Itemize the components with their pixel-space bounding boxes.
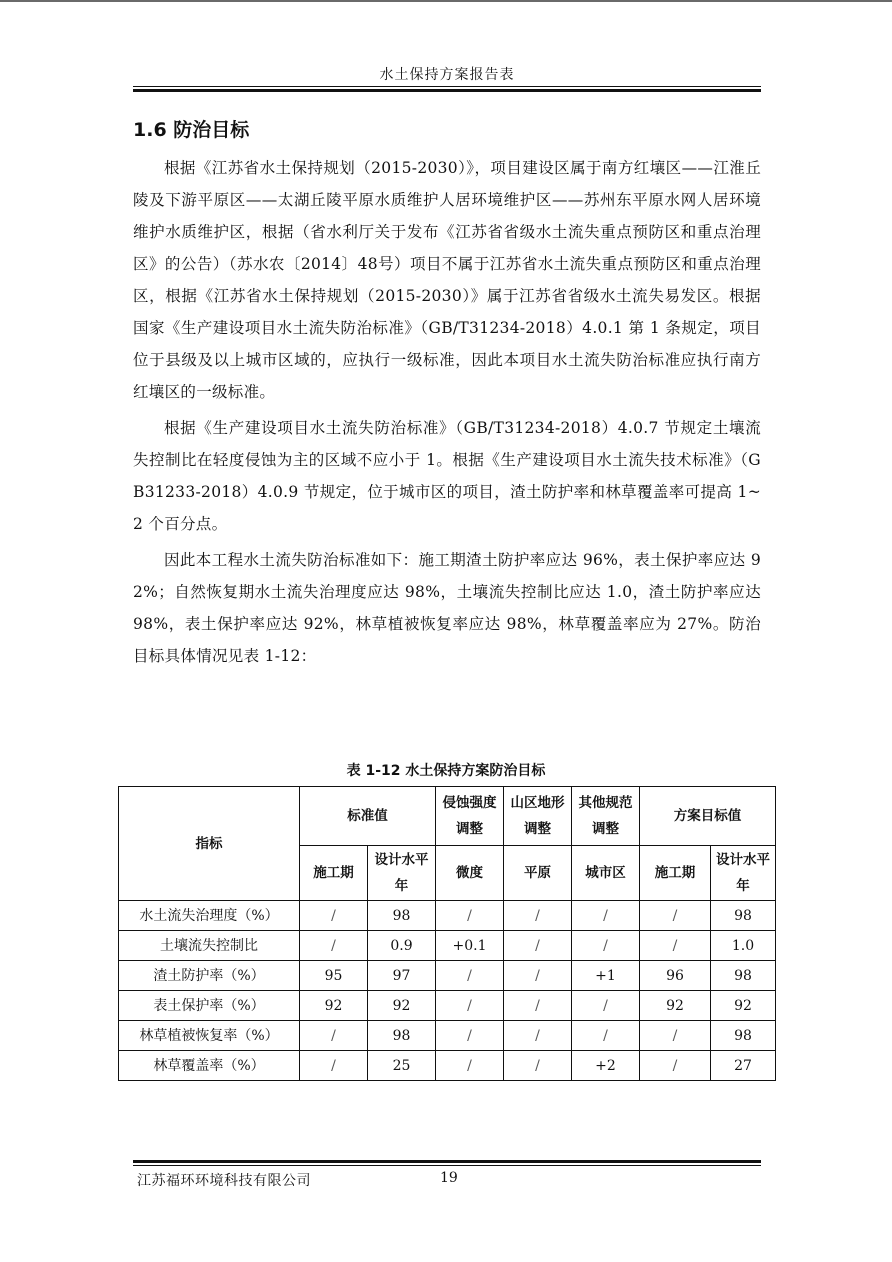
header-terrain-adjust: 山区地形调整 xyxy=(504,787,572,846)
row-label: 林草覆盖率（%） xyxy=(119,1051,300,1081)
header-mild: 微度 xyxy=(436,846,504,901)
cell: / xyxy=(504,1021,572,1051)
cell: 98 xyxy=(711,1021,776,1051)
table-row xyxy=(119,991,776,1021)
cell: / xyxy=(436,1021,504,1051)
cell: 98 xyxy=(368,1021,436,1051)
cell: 96 xyxy=(640,961,711,991)
cell: / xyxy=(436,991,504,1021)
row-label: 渣土防护率（%） xyxy=(119,961,300,991)
cell: 98 xyxy=(368,901,436,931)
cell: +0.1 xyxy=(436,931,504,961)
footer-rule-thick xyxy=(133,1160,761,1163)
page-top-edge xyxy=(0,0,892,2)
cell: / xyxy=(504,901,572,931)
cell: 92 xyxy=(368,991,436,1021)
section-title: 1.6 防治目标 xyxy=(133,119,250,141)
row-label: 土壤流失控制比 xyxy=(119,931,300,961)
cell: 92 xyxy=(711,991,776,1021)
table-row xyxy=(119,901,776,931)
paragraph-2: 根据《生产建设项目水土流失防治标准》（GB/T31234-2018）4.0.7 节规定土壤流失控制比在轻度侵蚀为主的区域不应小于 1。根据《生产建设项目水土流失技术标准》（GB31233-2018）4.0.9 节规定，位于城市区的项目，渣土防护率和林草覆盖率可提高 1~2 个百分点。 xyxy=(133,419,761,533)
cell: 95 xyxy=(300,961,368,991)
header-rule-thin xyxy=(133,86,761,87)
prevention-goals-table xyxy=(118,786,776,1081)
cell: / xyxy=(436,961,504,991)
section-content xyxy=(133,116,761,672)
cell: / xyxy=(640,1021,711,1051)
cell: / xyxy=(504,1051,572,1081)
header-construction-target: 施工期 xyxy=(640,846,711,901)
header-design-year-target: 设计水平年 xyxy=(711,846,776,901)
cell: / xyxy=(640,931,711,961)
row-label: 林草植被恢复率（%） xyxy=(119,1021,300,1051)
cell: / xyxy=(640,1051,711,1081)
cell: 25 xyxy=(368,1051,436,1081)
cell: 98 xyxy=(711,961,776,991)
cell: / xyxy=(436,1051,504,1081)
footer-rule-thin xyxy=(133,1165,761,1166)
document-header-title: 水土保持方案报告表 xyxy=(379,67,515,83)
cell: +2 xyxy=(572,1051,640,1081)
paragraph-1: 根据《江苏省水土保持规划（2015-2030）》，项目建设区属于南方红壤区——江淮丘陵及下游平原区——太湖丘陵平原水质维护人居环境维护区——苏州东平原水网人居环境维护水质维护区，根据（省水利厅关于发布《江苏省省级水土流失重点预防区和重点治理区》的公告）（苏水农〔2014〕48号）项目不属于江苏省水土流失重点预防区和重点治理区，根据《江苏省水土保持规划（2015-2030）》属于江苏省省级水土流失易发区。根据国家《生产建设项目水土流失防治标准》（GB/T31234-2018）4.0.1 第 1 条规定，项目位于县级及以上城市区域的，应执行一级标准，因此本项目水土流失防治标准应执行南方红壤区的一级标准。 xyxy=(133,159,761,401)
cell: / xyxy=(300,1021,368,1051)
header-construction: 施工期 xyxy=(300,846,368,901)
table-row xyxy=(119,1021,776,1051)
header-design-year: 设计水平年 xyxy=(368,846,436,901)
cell: 0.9 xyxy=(368,931,436,961)
table-header-row-1 xyxy=(119,787,776,846)
cell: 98 xyxy=(711,901,776,931)
header-urban: 城市区 xyxy=(572,846,640,901)
header-rule-thick xyxy=(133,89,761,92)
cell: 97 xyxy=(368,961,436,991)
header-indicator: 指标 xyxy=(119,787,300,901)
cell: 92 xyxy=(300,991,368,1021)
row-label: 表土保护率（%） xyxy=(119,991,300,1021)
table-row xyxy=(119,1051,776,1081)
cell: / xyxy=(572,931,640,961)
table-row xyxy=(119,931,776,961)
header-other-adjust: 其他规范调整 xyxy=(572,787,640,846)
table-row xyxy=(119,961,776,991)
cell: / xyxy=(572,991,640,1021)
cell: 27 xyxy=(711,1051,776,1081)
header-plain: 平原 xyxy=(504,846,572,901)
footer-company-name: 江苏福环环境科技有限公司 xyxy=(137,1173,311,1189)
cell: / xyxy=(572,1021,640,1051)
cell: / xyxy=(640,901,711,931)
cell: 1.0 xyxy=(711,931,776,961)
header-erosion-adjust: 侵蚀强度调整 xyxy=(436,787,504,846)
row-label: 水土流失治理度（%） xyxy=(119,901,300,931)
cell: / xyxy=(572,901,640,931)
cell: / xyxy=(300,931,368,961)
cell: / xyxy=(504,931,572,961)
table-caption: 表 1-12 水土保持方案防治目标 xyxy=(346,763,546,779)
cell: / xyxy=(504,991,572,1021)
cell: +1 xyxy=(572,961,640,991)
cell: / xyxy=(300,1051,368,1081)
cell: / xyxy=(504,961,572,991)
paragraph-3: 因此本工程水土流失防治标准如下：施工期渣土防护率应达 96%，表土保护率应达 92%；自然恢复期水土流失治理度应达 98%，土壤流失控制比应达 1.0，渣土防护率应达 98%，表土保护率应达 92%，林草植被恢复率应达 98%，林草覆盖率应为 27%。防治目标具体情况见表 1-12： xyxy=(133,551,761,665)
header-standard: 标准值 xyxy=(300,787,436,846)
page-number: 19 xyxy=(440,1170,458,1186)
cell: / xyxy=(436,901,504,931)
cell: / xyxy=(300,901,368,931)
header-target: 方案目标值 xyxy=(640,787,776,846)
cell: 92 xyxy=(640,991,711,1021)
